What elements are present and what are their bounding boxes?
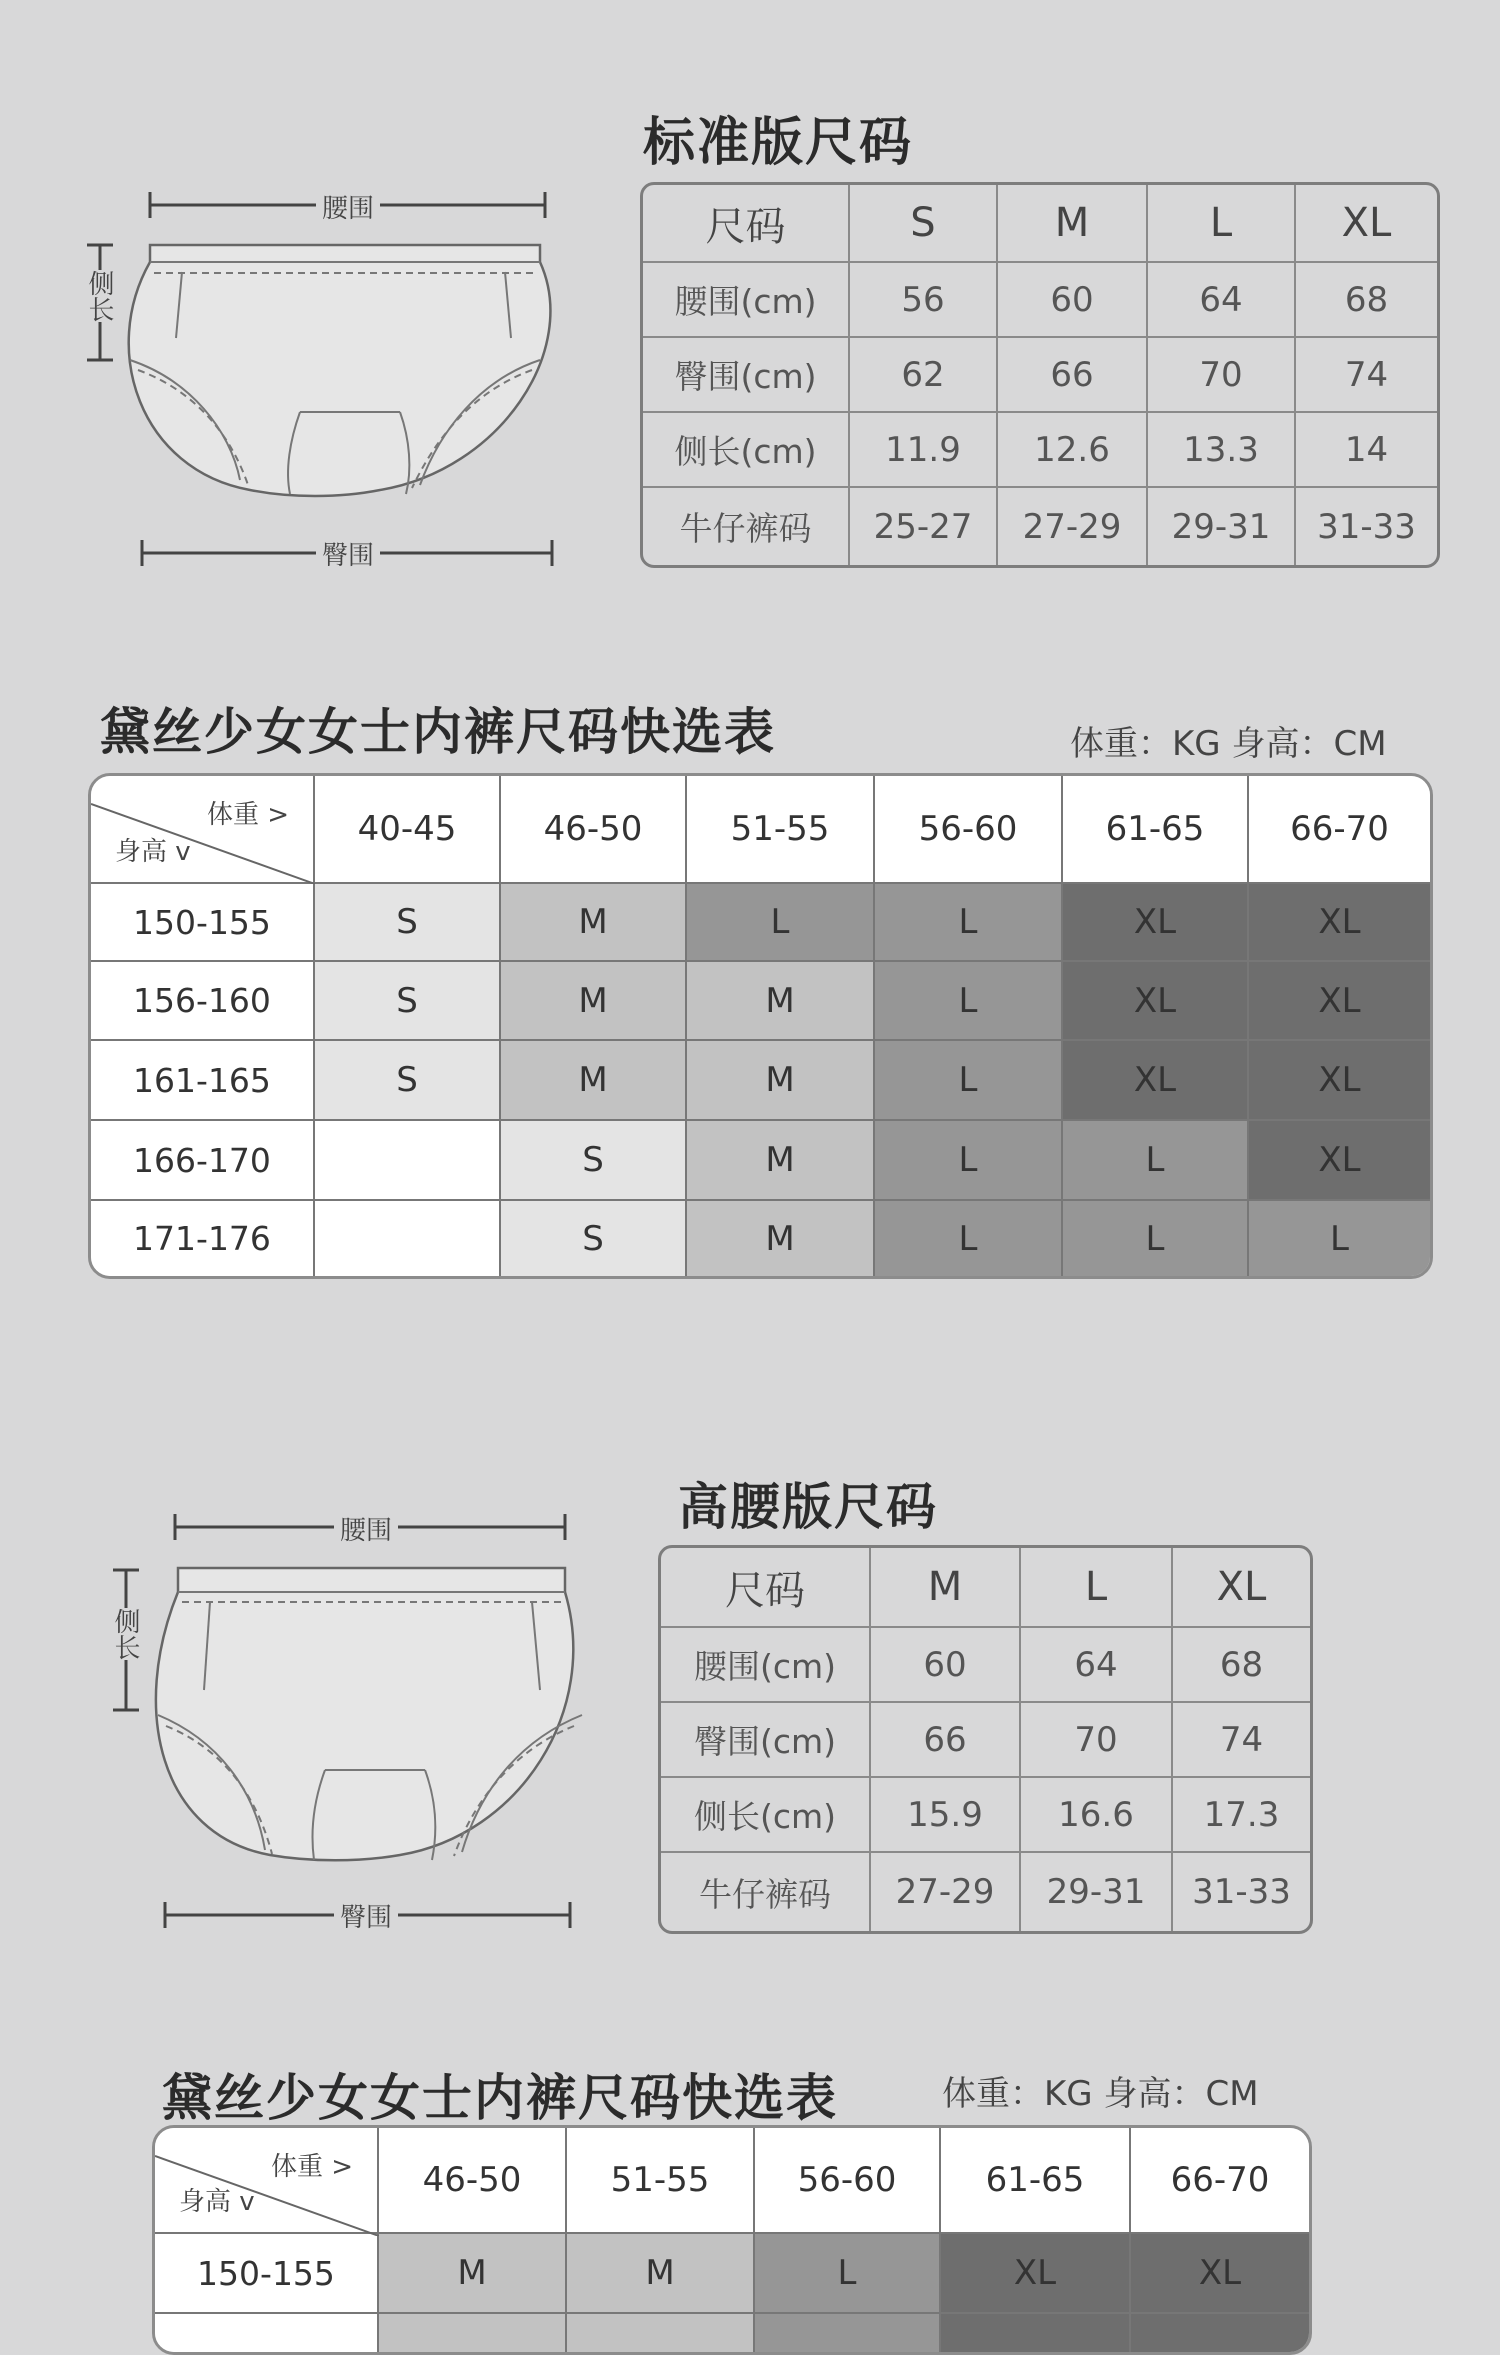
size-column-header: L [1021,1548,1173,1628]
recommended-size-cell: M [379,2234,567,2314]
weight-range-header: 40-45 [315,776,501,884]
measure-value-cell: 66 [871,1703,1021,1778]
highwaist-diagram [100,1510,600,1940]
weight-range-header: 56-60 [755,2128,941,2234]
measure-label-cell: 臀围(cm) [661,1703,871,1778]
recommended-size-cell: M [501,962,687,1041]
measure-value-cell: 12.6 [998,413,1148,488]
height-range-label: 166-170 [91,1121,315,1201]
unit-note: 体重：KG 身高：CM [1070,724,1387,764]
measure-label-cell: 臀围(cm) [643,338,850,413]
measure-value-cell: 11.9 [850,413,998,488]
recommended-size-cell: L [875,1041,1063,1121]
recommended-size-cell: S [315,1041,501,1121]
size-header-cell: 尺码 [661,1548,871,1628]
recommended-size-cell [315,1121,501,1201]
weight-range-header: 66-70 [1249,776,1430,884]
recommended-size-cell: L [1063,1201,1249,1276]
weight-range-header: 51-55 [687,776,875,884]
table-row-cutoff [379,2314,567,2355]
measure-value-cell: 16.6 [1021,1778,1173,1853]
recommended-size-cell: XL [1249,884,1430,962]
measure-label-cell: 侧长(cm) [643,413,850,488]
hw-waist-label: 腰围 [334,1510,398,1547]
recommended-size-cell: M [501,1041,687,1121]
unit-note-2: 体重：KG 身高：CM [942,2074,1259,2114]
measure-value-cell: 15.9 [871,1778,1021,1853]
size-column-header: XL [1296,185,1437,263]
weight-axis-label: 体重 > [206,800,289,830]
measure-label-cell: 牛仔裤码 [661,1853,871,1931]
recommended-size-cell: L [875,1121,1063,1201]
measure-value-cell: 14 [1296,413,1437,488]
recommended-size-cell: XL [941,2234,1131,2314]
measure-value-cell: 74 [1296,338,1437,413]
table-corner-header [155,2128,379,2234]
recommended-size-cell: XL [1131,2234,1309,2314]
hw-hip-label: 臀围 [334,1897,398,1934]
recommended-size-cell: XL [1063,962,1249,1041]
weight-axis-label: 体重 > [270,2152,353,2182]
weight-range-header: 46-50 [379,2128,567,2234]
highwaist-briefs-illustration [100,1510,600,1940]
measure-value-cell: 70 [1148,338,1296,413]
measure-value-cell: 17.3 [1173,1778,1310,1853]
measure-value-cell: 31-33 [1317,506,1416,547]
recommended-size-cell: XL [1249,1041,1430,1121]
quick-table-title: 黛丝少女女士内裤尺码快选表 [100,703,776,761]
measure-value-cell: 62 [850,338,998,413]
height-axis-label: 身高 v [115,837,191,867]
size-column-header: M [871,1548,1021,1628]
standard-title: 标准版尺码 [643,113,914,173]
height-range-label: 150-155 [91,884,315,962]
measure-value-cell: 56 [850,263,998,338]
recommended-size-cell: XL [1063,1041,1249,1121]
size-column-header: M [998,185,1148,263]
measure-value-cell: 66 [998,338,1148,413]
recommended-size-cell: S [501,1201,687,1276]
quick-size-table [88,773,1433,1279]
recommended-size-cell: L [875,884,1063,962]
weight-range-header: 66-70 [1131,2128,1309,2234]
recommended-size-cell: M [687,962,875,1041]
measure-value-cell: 60 [871,1628,1021,1703]
size-column-header: XL [1173,1548,1310,1628]
measure-value-cell: 27-29 [998,488,1148,565]
recommended-size-cell: L [1063,1121,1249,1201]
measure-value-cell: 74 [1173,1703,1310,1778]
hip-label: 臀围 [316,535,380,572]
measure-value-cell: 31-33 [1192,1872,1291,1912]
quick-size-table-2 [152,2125,1312,2355]
recommended-size-cell: S [315,962,501,1041]
recommended-size-cell: S [501,1121,687,1201]
recommended-size-cell [315,1201,501,1276]
recommended-size-cell: M [687,1121,875,1201]
table-row-cutoff [755,2314,941,2355]
hw-side-length-label: 侧长 [110,1608,140,1660]
weight-range-header: 51-55 [567,2128,755,2234]
recommended-size-cell: XL [1249,962,1430,1041]
recommended-size-cell: M [501,884,687,962]
highwaist-title: 高腰版尺码 [678,1478,938,1536]
weight-range-header: 46-50 [501,776,687,884]
measure-value-cell: 68 [1296,263,1437,338]
table-row-cutoff [567,2314,755,2355]
table-row-cutoff [155,2314,379,2355]
measure-value-cell: 60 [998,263,1148,338]
side-length-label: 侧长 [84,270,114,322]
recommended-size-cell: L [875,962,1063,1041]
quick-table-2-title: 黛丝少女女士内裤尺码快选表 [162,2069,838,2127]
briefs-illustration [80,180,580,580]
recommended-size-cell: L [1249,1201,1430,1276]
standard-diagram [80,180,580,580]
weight-range-header: 61-65 [1063,776,1249,884]
measure-label-cell: 侧长(cm) [661,1778,871,1853]
measure-value-cell: 13.3 [1148,413,1296,488]
table-row-cutoff [1131,2314,1309,2355]
table-corner-header [91,776,315,884]
measure-value-cell: 25-27 [850,488,998,565]
measure-value-cell: 64 [1021,1628,1173,1703]
waist-label: 腰围 [316,188,380,225]
size-header-cell: 尺码 [643,185,850,263]
measure-label-cell: 牛仔裤码 [643,488,850,565]
size-column-header: L [1148,185,1296,263]
measure-value-cell: 27-29 [871,1853,1021,1931]
standard-size-table [640,182,1440,568]
recommended-size-cell: XL [1063,884,1249,962]
height-range-label: 171-176 [91,1201,315,1276]
size-column-header: S [850,185,998,263]
measure-label-cell: 腰围(cm) [661,1628,871,1703]
weight-range-header: 61-65 [941,2128,1131,2234]
measure-label-cell: 腰围(cm) [643,263,850,338]
table-row-cutoff [941,2314,1131,2355]
recommended-size-cell: M [687,1041,875,1121]
recommended-size-cell: L [755,2234,941,2314]
measure-value-cell: 29-31 [1148,488,1296,565]
recommended-size-cell: L [875,1201,1063,1276]
weight-range-header: 56-60 [875,776,1063,884]
measure-value-cell: 68 [1173,1628,1310,1703]
height-axis-label: 身高 v [179,2187,255,2217]
recommended-size-cell: M [687,1201,875,1276]
highwaist-size-table [658,1545,1313,1934]
height-range-label: 156-160 [91,962,315,1041]
measure-value-cell: 70 [1021,1703,1173,1778]
measure-value-cell: 29-31 [1021,1853,1173,1931]
recommended-size-cell: S [315,884,501,962]
measure-value-cell: 64 [1148,263,1296,338]
recommended-size-cell: XL [1249,1121,1430,1201]
height-range-label: 161-165 [91,1041,315,1121]
height-range-label: 150-155 [155,2234,379,2314]
recommended-size-cell: M [567,2234,755,2314]
recommended-size-cell: L [687,884,875,962]
